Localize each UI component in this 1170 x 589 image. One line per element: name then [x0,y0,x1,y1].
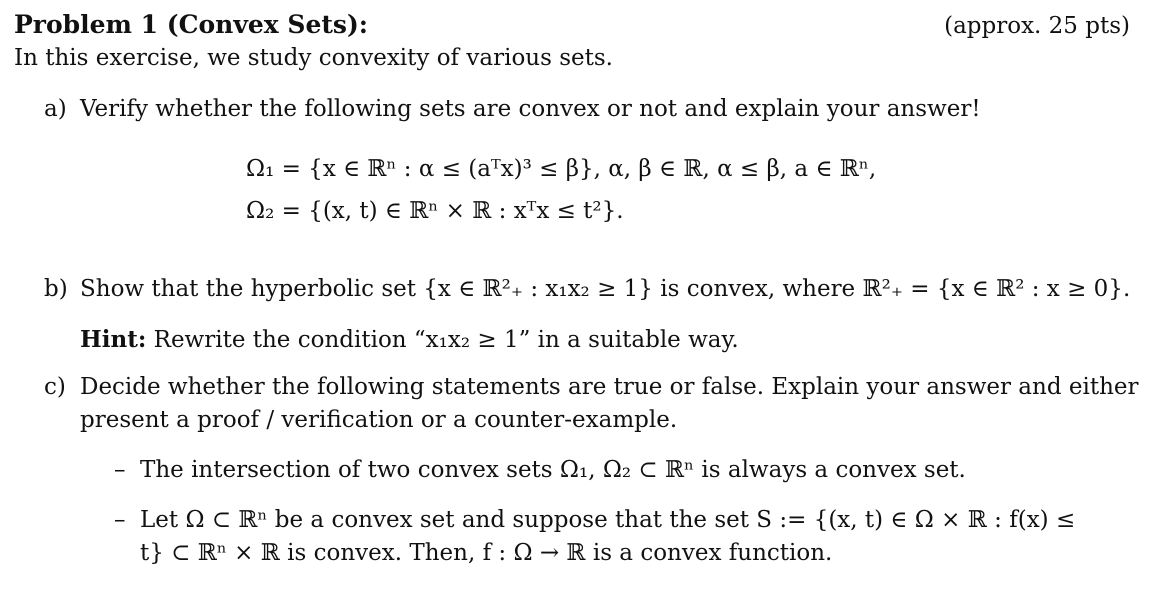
part-c-text-line2: present a proof / verification or a counter-example. [80,407,678,433]
list-bullet: – [114,457,126,483]
points-label: (approx. 25 pts) [944,13,1130,39]
equation-omega-2: Ω₂ = {(x, t) ∈ ℝⁿ × ℝ : xᵀx ≤ t²}. [246,198,624,224]
intro-text: In this exercise, we study convexity of various sets. [14,45,613,71]
list-bullet: – [114,507,126,533]
hint-text: Rewrite the condition “x₁x₂ ≥ 1” in a suitable way. [153,327,739,353]
part-b-hint [80,326,739,353]
part-b-label: b) [44,276,68,302]
part-a-label: a) [44,96,67,122]
problem-title: Problem 1 (Convex Sets): [14,10,369,39]
part-c-label: c) [44,374,66,400]
part-a-text: Verify whether the following sets are convex or not and explain your answer! [80,96,981,122]
hint-label: Hint: [80,326,147,353]
part-b-text: Show that the hyperbolic set {x ∈ ℝ²₊ : x₁x₂ ≥ 1} is convex, where ℝ²₊ = {x ∈ ℝ² : x ≥ 0}. [80,276,1131,302]
part-c-text-line1: Decide whether the following statements are true or false. Explain your answer and either [80,374,1139,400]
statement-2-line1: Let Ω ⊂ ℝⁿ be a convex set and suppose that the set S := {(x, t) ∈ Ω × ℝ : f(x) ≤ [140,507,1076,533]
statement-1: The intersection of two convex sets Ω₁, Ω₂ ⊂ ℝⁿ is always a convex set. [140,457,966,483]
statement-2-line2: t} ⊂ ℝⁿ × ℝ is convex. Then, f : Ω → ℝ is a convex function. [140,540,833,566]
equation-omega-1: Ω₁ = {x ∈ ℝⁿ : α ≤ (aᵀx)³ ≤ β}, α, β ∈ ℝ, α ≤ β, a ∈ ℝⁿ, [246,156,877,182]
